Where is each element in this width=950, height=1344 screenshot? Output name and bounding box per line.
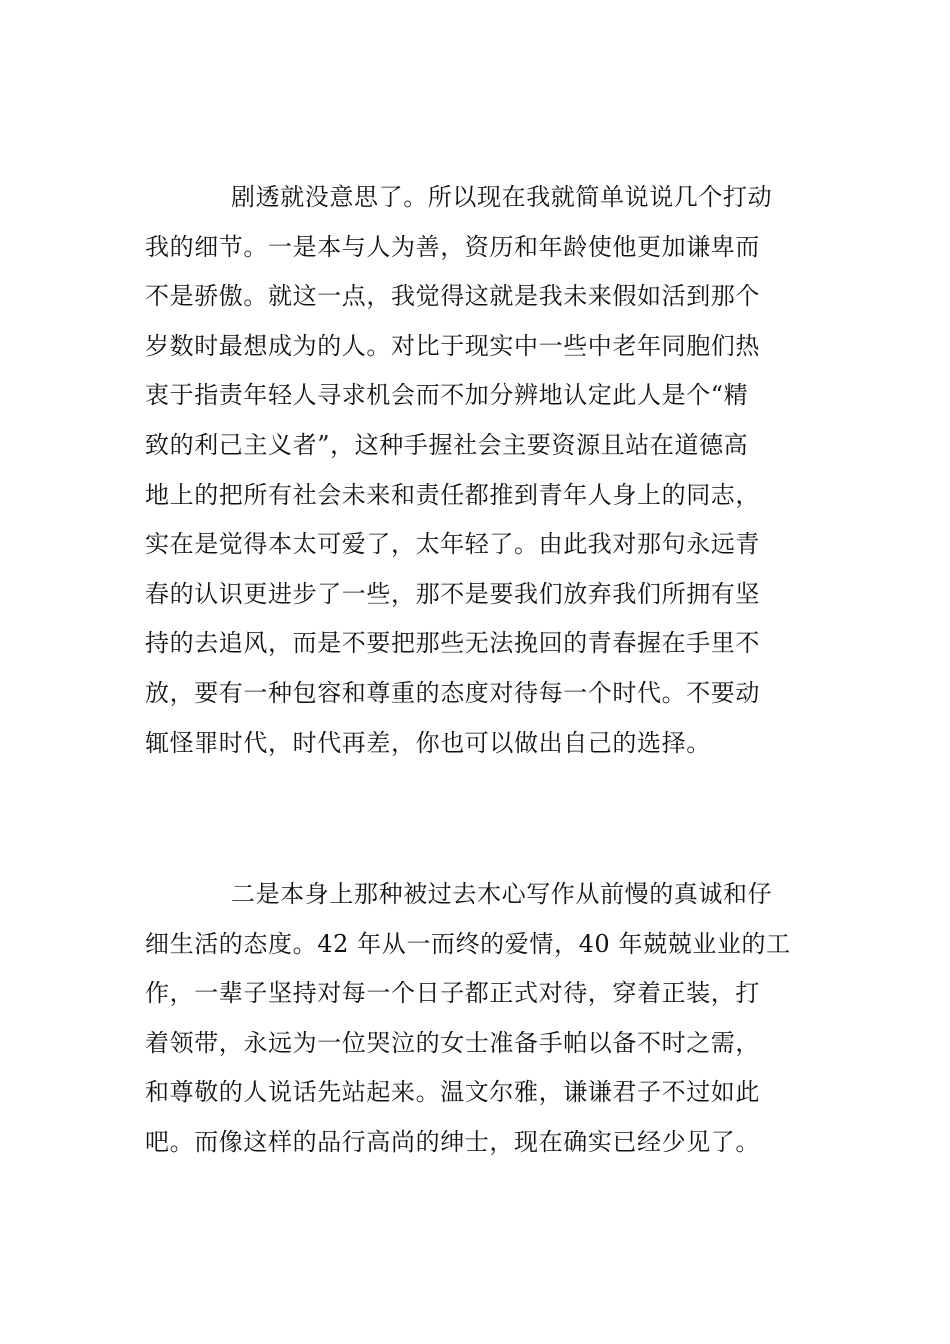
paragraph-line: 和尊敬的人说话先站起来。温文尔雅，谦谦君子不过如此 [145, 1078, 760, 1107]
paragraph-line: 地上的把所有社会未来和责任都推到青年人身上的同志， [145, 480, 760, 509]
paragraph-line: 实在是觉得本太可爱了，太年轻了。由此我对那句永远青 [145, 530, 760, 559]
paragraph-1 [145, 173, 810, 768]
paragraph-line: 吧。而像这样的品行高尚的绅士，现在确实已经少见了。 [145, 1127, 760, 1156]
paragraph-line: 细生活的态度。42 年从一而终的爱情，40 年兢兢业业的工 [145, 929, 791, 958]
paragraph-line: 岁数时最想成为的人。对比于现实中一些中老年同胞们热 [145, 331, 760, 360]
paragraph-line: 辄怪罪时代，时代再差，你也可以做出自己的选择。 [145, 728, 711, 757]
paragraph-line: 春的认识更进步了一些，那不是要我们放弃我们所拥有坚 [145, 579, 760, 608]
paragraph-line: 放，要有一种包容和尊重的态度对待每一个时代。不要动 [145, 678, 760, 707]
paragraph-line: 致的利己主义者”，这种手握社会主要资源且站在道德高 [145, 430, 749, 459]
paragraph-line: 我的细节。一是本与人为善，资历和年龄使他更加谦卑而 [145, 232, 760, 261]
paragraph-line: 作，一辈子坚持对每一个日子都正式对待，穿着正装，打 [145, 979, 760, 1008]
paragraph-line: 持的去追风，而是不要把那些无法挽回的青春握在手里不 [145, 629, 760, 658]
paragraph-line: 衷于指责年轻人寻求机会而不加分辨地认定此人是个“精 [145, 381, 749, 410]
paragraph-2 [145, 870, 810, 1168]
paragraph-line: 着领带，永远为一位哭泣的女士准备手帕以备不时之需， [145, 1028, 760, 1057]
paragraph-line: 不是骄傲。就这一点，我觉得这就是我未来假如活到那个 [145, 282, 760, 311]
paragraph-line: 剧透就没意思了。所以现在我就简单说说几个打动 [231, 183, 773, 211]
paragraph-line: 二是本身上那种被过去木心写作从前慢的真诚和仔 [231, 880, 773, 908]
